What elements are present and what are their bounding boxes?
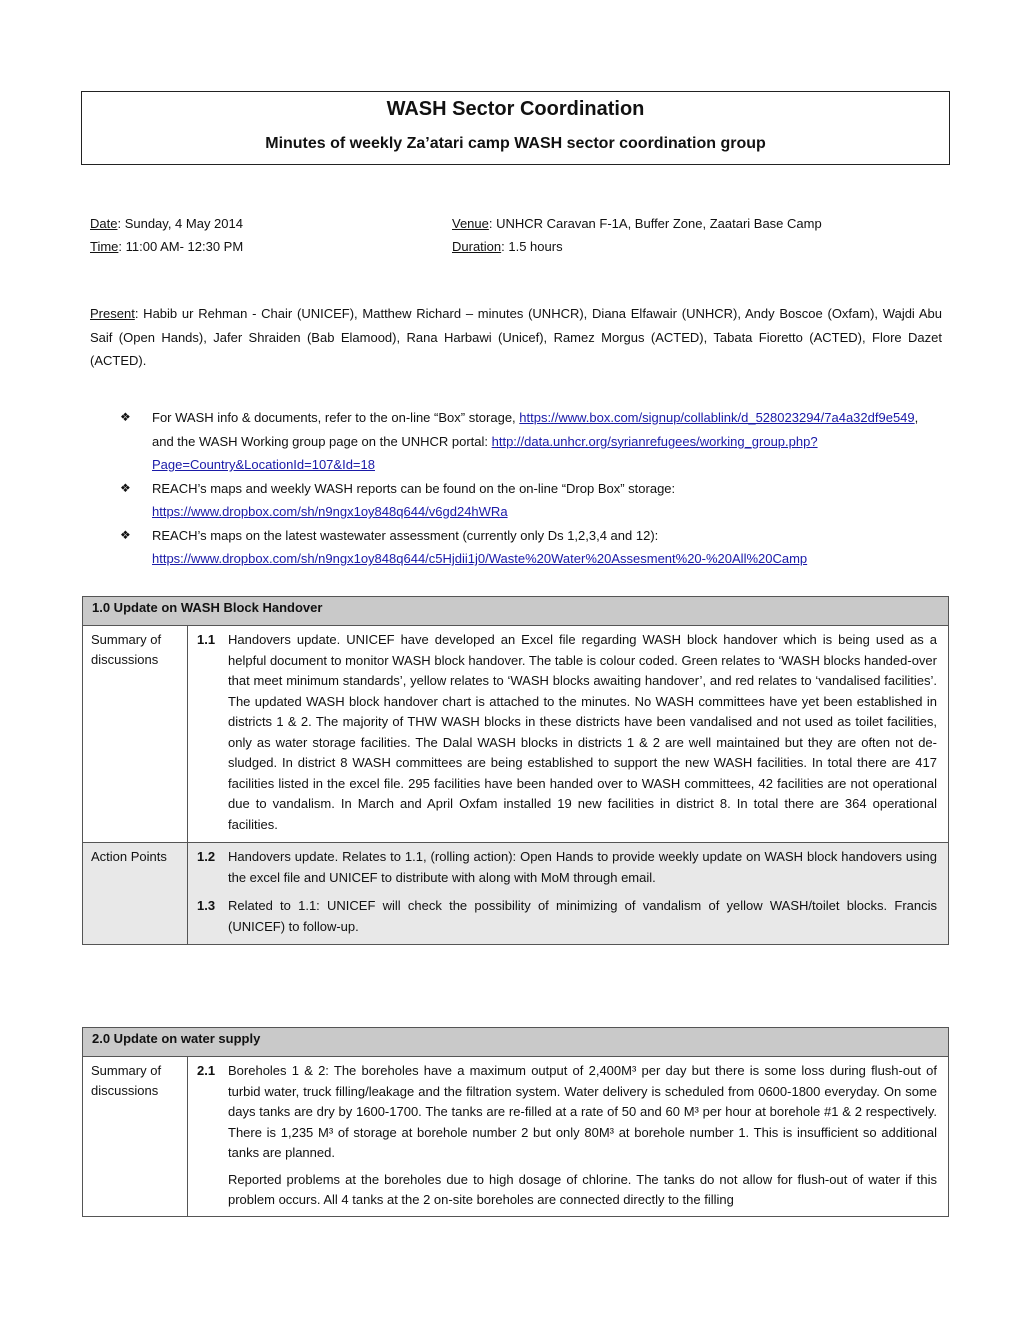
item-text: Handovers update. UNICEF have developed an Excel file regarding WASH block handover which is being used as a helpful document to monitor WASH block handover. The table is colour coded. Green relates to ‘WASH blocks handed-over that meet minimum standards’, yellow relates to ‘WASH blocks awaiting handover’, and red relates to ‘vandalised facilities’. The updated WASH block handover chart is attached to the minutes. No WASH committees have yet been established in districts 1 & 2. The majority of THW WASH blocks in these districts have been vandalised and not used as toilet facilities, only as water storage facilities. The Dalal WASH blocks in districts 1 & 2 are well maintained but they are often not de-sludged. In district 8 WASH committees are being established to support the new WASH facilities. In total there are 417 facilities listed in the excel file. 295 facilities have been handed over to WASH committees, 42 facilities are not operational due to vandalism. In March and April Oxfam installed 19 new facilities in district 8. In total there are 364 operational facilities. bbox=[228, 632, 937, 832]
item-text: Related to 1.1: UNICEF will check the possibility of minimizing of vandalism of yellow WASH/toilet blocks. Francis (UNICEF) to follow-up. bbox=[228, 898, 937, 934]
document-subtitle: Minutes of weekly Za’atari camp WASH sector coordination group bbox=[265, 135, 766, 152]
unhcr-portal-link[interactable]: http://data.unhcr.org/syrianrefugees/working_group.php?Page=Country&LocationId=107&Id=18 bbox=[152, 433, 818, 472]
wastewater-assessment-link[interactable]: https://www.dropbox.com/sh/n9ngx1oy848q644/c5Hjdii1j0/Waste%20Water%20Assesment%20-%20All%20Camp bbox=[152, 551, 808, 566]
meeting-date-time bbox=[90, 212, 243, 258]
list-item bbox=[120, 524, 940, 571]
item-number: 1.1 bbox=[197, 632, 216, 647]
list-item bbox=[189, 894, 947, 943]
date-value: : Sunday, 4 May 2014 bbox=[117, 216, 243, 231]
summary-content bbox=[188, 626, 949, 843]
summary-label: Summary of discussions bbox=[83, 626, 188, 843]
section-heading: 2.0 Update on water supply bbox=[83, 1028, 949, 1057]
time-label: Time bbox=[90, 239, 119, 254]
meeting-venue bbox=[452, 212, 822, 235]
attendees-paragraph bbox=[90, 302, 942, 373]
section-water-supply bbox=[82, 1027, 949, 1217]
time-value: : 11:00 AM- 12:30 PM bbox=[118, 239, 244, 254]
venue-value: : UNHCR Caravan F-1A, Buffer Zone, Zaatari Base Camp bbox=[488, 216, 822, 231]
section-wash-block-handover bbox=[82, 596, 949, 945]
duration-label: Duration bbox=[452, 239, 502, 254]
meeting-time bbox=[90, 235, 243, 258]
list-item bbox=[120, 477, 940, 524]
list-item bbox=[189, 1058, 947, 1170]
present-label: Present bbox=[90, 306, 135, 321]
summary-label: Summary of discussions bbox=[83, 1057, 188, 1217]
box-storage-link[interactable]: https://www.box.com/signup/collablink/d_528023294/7a4a32df9e549 bbox=[519, 410, 915, 425]
action-points-label: Action Points bbox=[83, 843, 188, 945]
list-item bbox=[189, 627, 947, 841]
bullet-text: For WASH info & documents, refer to the on-line “Box” storage, bbox=[152, 410, 520, 425]
venue-label: Venue bbox=[452, 216, 489, 231]
item-number: 2.1 bbox=[197, 1063, 216, 1078]
bullet-icon: ❖ bbox=[120, 410, 131, 424]
document-title-box bbox=[81, 91, 950, 165]
bullet-icon: ❖ bbox=[120, 480, 131, 495]
paragraph: Reported problems at the boreholes due to high dosage of chlorine. The tanks do not allow for flush-out of water if this problem occurs. All 4 tanks at the 2 on-site boreholes are connected directly to the filling bbox=[228, 1171, 937, 1207]
document-title: WASH Sector Coordination bbox=[386, 98, 645, 120]
meeting-duration bbox=[452, 235, 822, 258]
list-item bbox=[120, 406, 940, 477]
item-number: 1.3 bbox=[197, 898, 216, 913]
bullet-text: , and the WASH Working group page on the UNHCR portal: bbox=[152, 410, 919, 449]
summary-content bbox=[188, 1057, 949, 1217]
list-item bbox=[189, 844, 947, 894]
bullet-icon: ❖ bbox=[120, 527, 131, 542]
meeting-venue-duration bbox=[452, 212, 822, 258]
attendees-list: : Habib ur Rehman - Chair (UNICEF), Matthew Richard – minutes (UNHCR), Diana Elfawair (UNHCR), Andy Boscoe (Oxfam), Wajdi Abu Saif (Open Hands), Jafer Shraiden (Bab Elamood), Rana Harbawi (Unicef), Ramez Morgus (ACTED), Tabata Fioretto (ACTED), Flore Dazet (ACTED). bbox=[90, 306, 942, 368]
item-number: 1.2 bbox=[197, 849, 216, 864]
date-label: Date bbox=[90, 216, 118, 231]
bullet-text: REACH’s maps on the latest wastewater assessment (currently only Ds 1,2,3,4 and 12): bbox=[152, 527, 659, 543]
item-text: Handovers update. Relates to 1.1, (rolling action): Open Hands to provide weekly update on WASH block handovers using the excel file and UNICEF to distribute with along with MoM through email. bbox=[228, 849, 937, 885]
bullet-text: REACH’s maps and weekly WASH reports can be found on the on-line “Drop Box” storage: bbox=[152, 480, 676, 496]
duration-value: : 1.5 hours bbox=[501, 239, 563, 254]
item-text: Boreholes 1 & 2: The boreholes have a maximum output of 2,400M³ per day but there is some loss during flush-out of turbid water, truck filling/leakage and the filtration system. Water delivery is scheduled from 0600-1800 everyday. On some days tanks are dry by 1600-1700. The tanks are re-filled at a rate of 50 and 60 M³ per hour at borehole #1 & 2 respectively. There is 1,235 M³ of storage at borehole number 2 but only 80M³ at borehole number 1. This is insufficient so additional tanks are planned. bbox=[228, 1063, 937, 1160]
resource-links-list bbox=[120, 406, 940, 571]
meeting-date bbox=[90, 212, 243, 235]
section-heading: 1.0 Update on WASH Block Handover bbox=[83, 597, 949, 626]
action-points-content bbox=[188, 843, 949, 945]
dropbox-reports-link[interactable]: https://www.dropbox.com/sh/n9ngx1oy848q644/v6gd24hWRa bbox=[152, 504, 508, 519]
